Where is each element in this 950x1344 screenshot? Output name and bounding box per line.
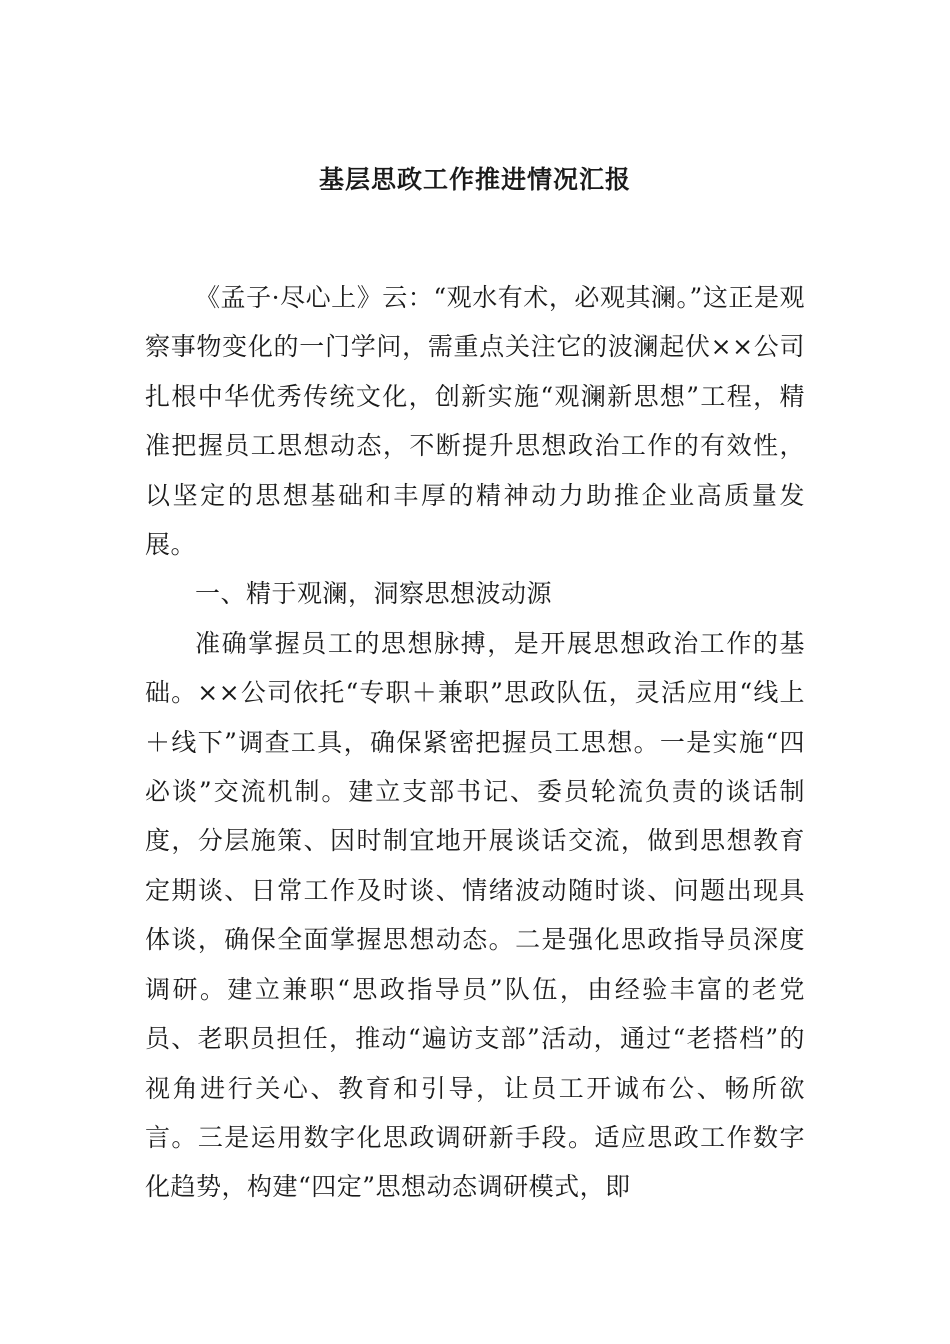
intro-paragraph: 《孟子·尽心上》云：“观水有术，必观其澜。”这正是观察事物变化的一门学问，需重点关注它的波澜起伏××公司扎根中华优秀传统文化，创新实施“观澜新思想”工程，精准把握员工思想动态，不断提升思想政治工作的有效性，以坚定的思想基础和丰厚的精神动力助推企业高质量发展。 [145, 283, 805, 560]
document-title: 基层思政工作推进情况汇报 [318, 165, 631, 194]
document-body [145, 273, 805, 1212]
section-heading: 一、精于观澜，洞察思想波动源 [195, 579, 553, 609]
section-paragraph: 准确掌握员工的思想脉搏，是开展思想政治工作的基础。××公司依托“专职＋兼职”思政队伍，灵活应用“线上＋线下”调查工具，确保紧密把握员工思想。一是实施“四必谈”交流机制。建立支部书记、委员轮流负责的谈话制度，分层施策、因时制宜地开展谈话交流，做到思想教育定期谈、日常工作及时谈、情绪波动随时谈、问题出现具体谈，确保全面掌握思想动态。二是强化思政指导员深度调研。建立兼职“思政指导员”队伍，由经验丰富的老党员、老职员担任，推动“遍访支部”活动，通过“老搭档”的视角进行关心、教育和引导，让员工开诚布公、畅所欲言。三是运用数字化思政调研新手段。适应思政工作数字化趋势，构建“四定”思想动态调研模式，即 [145, 628, 805, 1202]
